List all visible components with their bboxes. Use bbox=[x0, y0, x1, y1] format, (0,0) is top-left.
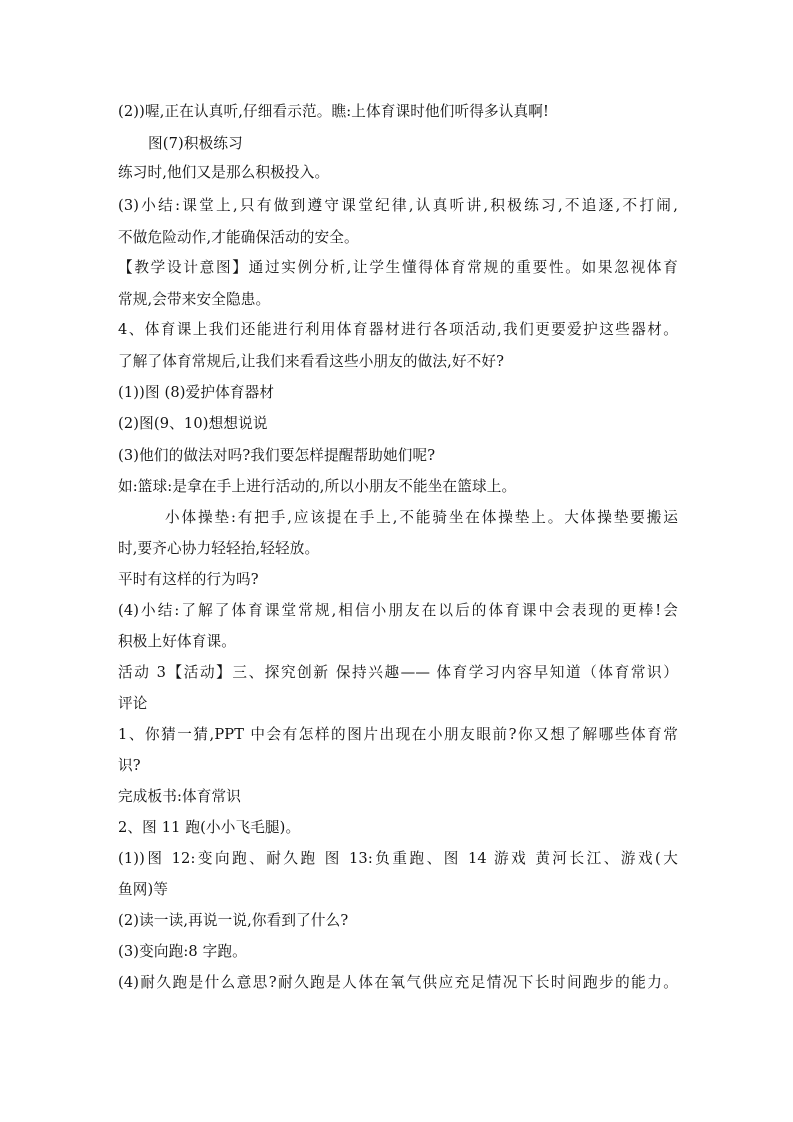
example-mat-line-1: 小体操垫:有把手,应该提在手上,不能骑坐在体操垫上。大体操垫要搬运 bbox=[165, 509, 678, 526]
example-basketball: 如:篮球:是拿在手上进行活动的,所以小朋友不能坐在篮球上。 bbox=[118, 478, 517, 495]
paragraph-line-3: 练习时,他们又是那么积极投入。 bbox=[118, 164, 330, 181]
figure-12-13-14-line-2: 鱼网)等 bbox=[118, 881, 169, 898]
list-item-read-say: (2)读一读,再说一说,你看到了什么? bbox=[118, 912, 349, 929]
list-item-figure-9-10: (2)图(9、10)想想说说 bbox=[118, 415, 268, 432]
example-mat-line-2: 时,要齐心协力轻轻抬,轻轻放。 bbox=[118, 540, 320, 557]
summary-line-1: (4)小结:了解了体育课堂常规,相信小朋友在以后的体育课中会表现的更棒!会 bbox=[118, 602, 678, 619]
figure-caption-7: 图(7)积极练习 bbox=[148, 135, 243, 152]
summary-line-2: 积极上好体育课。 bbox=[118, 633, 236, 650]
list-item-endurance-run: (4)耐久跑是什么意思?耐久跑是人体在氧气供应充足情况下长时间跑步的能力。 bbox=[118, 974, 678, 991]
activity-3-comment: 评论 bbox=[118, 695, 148, 712]
paragraph-line-5: 不做危险动作,才能确保活动的安全。 bbox=[118, 229, 359, 246]
paragraph-line-16: 平时有这样的行为吗? bbox=[118, 571, 259, 588]
paragraph-line-4: (3)小结:课堂上,只有做到遵守课堂纪律,认真听讲,积极练习,不追逐,不打闹, bbox=[118, 197, 678, 214]
list-item-direction-run: (3)变向跑:8 字跑。 bbox=[118, 943, 247, 960]
design-intent-line-2: 常规,会带来安全隐患。 bbox=[118, 291, 271, 308]
board-writing-line: 完成板书:体育常识 bbox=[118, 788, 242, 805]
design-intent-line-1: 【教学设计意图】通过实例分析,让学生懂得体育常规的重要性。如果忽视体育 bbox=[118, 259, 678, 276]
list-item-question: (3)他们的做法对吗?我们要怎样提醒帮助她们呢? bbox=[118, 447, 436, 464]
figure-11-line: 2、图 11 跑(小小飞毛腿)。 bbox=[118, 819, 301, 836]
figure-12-13-14-line-1: (1))图 12:变向跑、耐久跑 图 13:负重跑、图 14 游戏 黄河长江、游戏(大 bbox=[118, 850, 678, 867]
paragraph-line-22: 识? bbox=[118, 757, 141, 774]
paragraph-line-8: 4、体育课上我们还能进行利用体育器材进行各项活动,我们更要爱护这些器材。 bbox=[118, 321, 678, 338]
activity-3-heading: 活动 3【活动】三、探究创新 保持兴趣—— 体育学习内容早知道（体育常识） bbox=[118, 664, 678, 681]
list-item-figure-8: (1))图 (8)爱护体育器材 bbox=[118, 384, 275, 401]
paragraph-line-21: 1、你猜一猜,PPT 中会有怎样的图片出现在小朋友眼前?你又想了解哪些体育常 bbox=[118, 726, 678, 743]
paragraph-line-1: (2))喔,正在认真听,仔细看示范。瞧:上体育课时他们听得多认真啊! bbox=[118, 103, 549, 120]
paragraph-line-9: 了解了体育常规后,让我们来看看这些小朋友的做法,好不好? bbox=[118, 353, 505, 370]
